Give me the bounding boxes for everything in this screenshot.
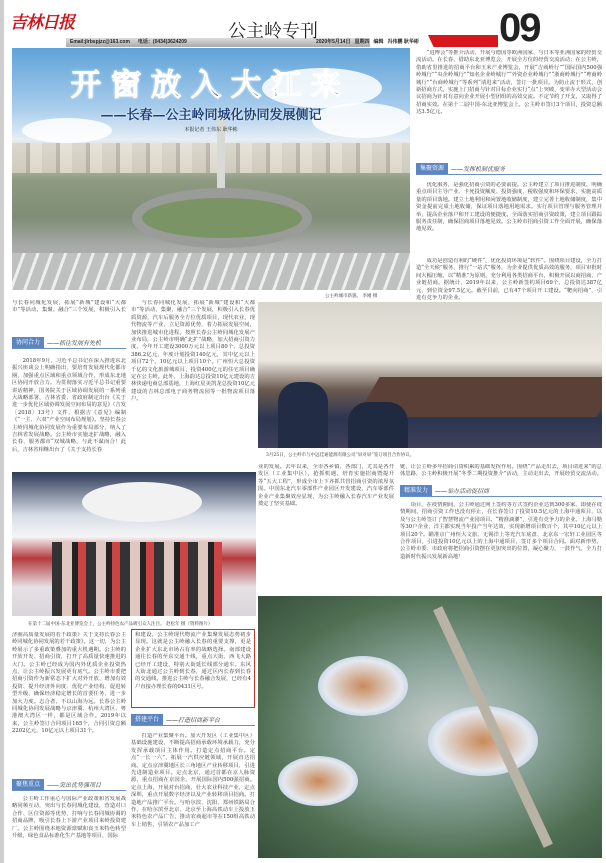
editors: 冯伟鹏 耿华彬 (387, 39, 419, 45)
section-tag: 集聚资源 (416, 163, 448, 174)
weekday: 星期四 (354, 39, 370, 45)
meeting-photo-caption: 3月25日，公主岭市与中远佳通能源有限公司“屏对屏”签订项目合作协议。 (266, 453, 415, 458)
section-tag: 搭建平台 (131, 714, 163, 725)
paragraph: 项目，在疫情期间，公主岭通过网上签约等方式签约企业达到300多家。即使在疫情期间，招商引资工作也没有停止，在长春签订了投资10.5亿元的上海中通项目，以及与公主岭签订了智慧物流产业园项目。“精准滴灌”，引进有竞争力的企业。上海马勒等30户企业，洋主都实现当年投产当年达效，实现新增项目数百个，其中10亿元以上项目20个。瞄准京广州恒大文旅、无锡洋上等光汽车底盘、北京东一宏轩工业园区等合作项目，引进投资10亿元以上的上海中通项目，签订多个项目合同。面对新形势，公主岭市委、市政府将把招商引资摆在更加突出的位置，凝心聚力，一鼓作气，全力打造新时代振兴发展新高地！ (400, 502, 602, 560)
paragraph: “进博会”等推介活动，开展与德国等欧洲国家、与日本等亚洲国家的经贸交流活动。在长春、借助东北亚博览会，开展全方位的经贸交流活动；在公主岭，借助省里推进的招商平台和玉米产业博览会，开展“吉商岭行”“国际国内500强岭城行”“央企岭城行”“知名企业岭城行”“外资企业岭城行”“浙商岭城行”“粤商岭城行”“台商岭城行”等系列“请进来”活动，签订一批项目。为防止流于形式，创新招商方式，实施上门招商与针对目标企业实行“点”上突破，变单办大型活动会议招商为针对有意向企业开展小型团组的高效交流。不定节约了开支，又取得了招商实效。在第十二届中国-东北亚博览会上，公主岭市签订3个项目，投资总额达3.5亿元。 (416, 50, 602, 116)
boxed-article (131, 629, 255, 708)
section-slogan: ——抓住发展有先机 (47, 339, 102, 347)
section-slogan: ——打造招商新平台 (166, 716, 221, 724)
phone: 电话：(0434)3624209 (137, 39, 187, 45)
page-edge (0, 0, 4, 863)
paragraph: 与长春同城化发展，拓展“新城”建设和“大都市”等活动，集聚、融合“三个发展，积极引入长 (12, 300, 126, 314)
expo-photo-caption: 在第十二届中国-东北亚博览会上，公主岭特色农产品吸引众人注目。 赵松年 摄（资料图片） (28, 622, 213, 627)
headline-title: 开窗放入大江来 (71, 68, 351, 103)
article-column (400, 502, 602, 592)
paragraph: 打造产业集聚平台。加大开发区（工业集中区）基础设施建设，不断提高招商承载环境承载力，充分发挥承载项目主体作用。打造定点招商平台。定点“一长一六”，拓展一汽供应链领域，开展直达招商。定点京津冀地区长三角地区产业转移项目，引进先进制造业项目。定点北京，通过首都在京人脉资源，重点招商在京国企，开展国际国内500强招商。定点上海，开展对台招商，壮大农业科技产业，定点深圳，重点开展数字经济以及产业转移项目招商。打造地产品推广平台。与哈尔滨、沈阳、郑州铁路局合作，在哈尔滨至北京、北京至上海高铁动车上投放玉米特色农产品广告，推动农商超市等在150组高铁动车上销售，引领农产品加工产 (131, 733, 255, 828)
red-accent-bar (428, 35, 498, 47)
article-column (131, 733, 255, 860)
section-slogan: ——突出优势强项目 (47, 781, 102, 789)
article-column (12, 358, 126, 468)
paragraph: 业的发展。去年以来，全市各乡镇、各部门，尤其是各开发区（工业集中区），抢抓机遇，培育实施招商暨提升等“五大工程”，形成全市上下齐抓共管招商引资的浓厚氛围。中国东北汽车零部件产业园区开发建设，汽车零部件企业产业集聚效应显现，为公主岭融入长春汽车产业发展奠定了坚实基础。 (258, 464, 394, 508)
section-heading (416, 162, 602, 175)
paragraph: 与长春同城化发展，拓展“新城”建设和“大都市”等活动，集聚、融合“三个发展，积极引入长春优质资源，汽车后服务全方位优质项目，现代农业，现代物流等产业，立足资源优势，着力拓展发展空间，加快推进城市化进程。按照长春公主岭同城化发展产业布局，公主岭市明确“北扩”战略，加大招商引资力度。今年开工建设3000万元以上项目80个，总投资386.2亿元，年度计划投资140亿元，其中亿元以上项目72个，10亿元以上项目10个。广州恒大总投资千亿的文化旅游城项目，投资400亿元的住宅项目确定在公主岭。此外，上海韵达总投资10亿元建设的吉林快递电商总部基地，上海红星美凯龙总投资10亿元建设的吉林总部电子商务物流园等一批物流项目落户。 (131, 300, 255, 403)
paragraph: 公主岭工作重心与国际产业政策和省发展战略同频互动，突出与长春同城化建设，营造对口合作、区位资源等优势，打响与长春同城协调的招商品牌，吸引长春上下游产业项目来岭投资建厂。公主岭围绕本地资源禀赋和食玉米特色转型升级，绿色食品标准化生产基地等项目，国际 (12, 796, 126, 840)
section-heading (400, 484, 602, 497)
byline: 本报记者 王伟东 耿华彬 (184, 127, 238, 133)
architecture-rendering (258, 596, 602, 858)
paragraph: 成功是创造有利的“硬件”，优化投资环境是“软件”。围绕项目建设，全力打造“全天候”服务，推行“一站式”服务，为企业提供优质高效的服务，项目审批时间大幅压缩。以“精准”为原则，充分利用各类招商平台，积极开展以商招商、产业链招商。据统计，2019年以来，公主岭新签约项目69个，总投资达387亿元，到位资金97.5亿元。截至目前，已有47个项目开工建设。“靶向招商”，引进有竞争力的企业。 (416, 258, 602, 302)
article-column (12, 632, 126, 772)
signing-meeting-photo (258, 302, 602, 448)
article-column (131, 300, 255, 468)
section-slogan: ——发挥机制优服务 (451, 165, 506, 173)
section-heading (12, 336, 126, 349)
paragraph: 链，让公主岭多年招商引资积累的基础发挥作用。围绕“产品走出去，项目请进来”的总体思路，公主岭积极开展“冬季二期投资推介”活动，主动走出去，开展经贸交流活动。 (400, 464, 602, 478)
main-photo-caption: 公主岭城市新貌。 李刚 摄 (325, 294, 378, 299)
article-column (416, 50, 602, 156)
city-aerial-photo (12, 48, 410, 290)
headline-subtitle: ——长春—公主岭同城化协同发展侧记 (100, 108, 322, 123)
expo-photo (12, 472, 256, 616)
section-heading (12, 778, 126, 791)
article-column (12, 300, 126, 314)
paragraph: 优化服务，是强化招商引资的必要前提。公主岭建立了项目推进制度，明确重点项目主导产业、卡死投资额度、投资强度、税收强度和环保要求，实施高质量的项目落地。建立土地利用和闲置地收储制度，建立完善土地收储制度，集中资金提前完成土地收储，保证项目落地用地需求。实行项目管理与服务管理并举，提高企业落户和开工建设的便捷度。全面落实招商引资政策，建立项目跟踪服务责任制，确保招商项目落地见效。公主岭市招商引资工作全面开展，确保落地见效。 (416, 182, 602, 233)
newspaper-logo: 吉林日报 (10, 13, 74, 33)
section-tag: 协同合力 (12, 337, 44, 348)
article-column (416, 182, 602, 256)
paragraph: 2018年9月，习近平总书记在深入推进东北振兴座谈会上明确指出，要培育发展现代化都市圈，加强重点区域和重点领域合作，形成东北地区协同开放合力。为贯彻落实习近平总书记重要讲话精神，国务院关于区域协调发展的一系列重大战略部署，吉林省委、省政府制定出台《关于进一步优化区域协调发展空间布局的意见》（吉发〔2018〕13号）文件，根据吉《意见》编制《“一主、六双”产业空间布局规划》。坚持长春公主岭同城化协同发展作为重要布局部分，纳入了吉林省发展战略。公主岭市实施北扩战略，融入长春、服务都市“双城战略，与此不谋而合！此后，吉林省相继出台了《关于支持长春 (12, 358, 126, 453)
email: Email:jlrbspjzz@163.com (70, 39, 130, 45)
page-number: 09 (499, 6, 540, 50)
paragraph: 和建设。公主岭现代物流产业集聚发展态势初步显现。这就是公主岭融入长春的重要支撑，更是企业扩大东北市场占有率的战略选择。南部建设通往长春的至东交通干线，重点大街、西飞大路已经开工建设，特别大街延长线部分通车。东风大街北通过公主岭到长春，通过区内长春到长春的交通线，推进公主岭与长春融合发展，已经有4户直接办理长春的0431区号。 (135, 632, 251, 690)
section-heading (131, 713, 255, 726)
section-title: 公主岭专刊 (228, 21, 318, 42)
article-column (416, 258, 602, 302)
paragraph: 济圈高质量发展的若干政策》关于支持长春公主岭同城化协同发展的若干政策》。这一切，为公主岭展示了多重政策叠加的重大机遇期。公主岭的开放开发、招商引资，打开了高质量快速推进的大门。公主岭已经成为国内外优质企业投资热点，让公主岭振兴发展更有底气。公主岭市委把招商引资作为新常态下扩大对外开放、增加有效投资、提升经济外向度、优化产业结构、促进转型升级、确保经济稳定增长的首要任务，进一步加大力度。志合者，不以山海为远。长春公主岭同城化协同发展战略与京津冀、杭州大湾区、粤港澳大湾区一样，都是区域合作。2019年以来，公主岭签订合同项目165个，合同引资总额2202亿元，10亿元以上项目31个。 (12, 632, 126, 735)
editor-label: 编辑 (373, 39, 384, 45)
article-column (258, 464, 394, 594)
article-column (12, 796, 126, 860)
section-slogan: ——举办活动促招商 (435, 487, 490, 495)
dateline (316, 38, 423, 45)
section-tag: 聚焦重点 (12, 779, 44, 790)
section-tag: 精准发力 (400, 485, 432, 496)
date: 2020年5月14日 (316, 39, 351, 45)
article-column (400, 464, 602, 478)
